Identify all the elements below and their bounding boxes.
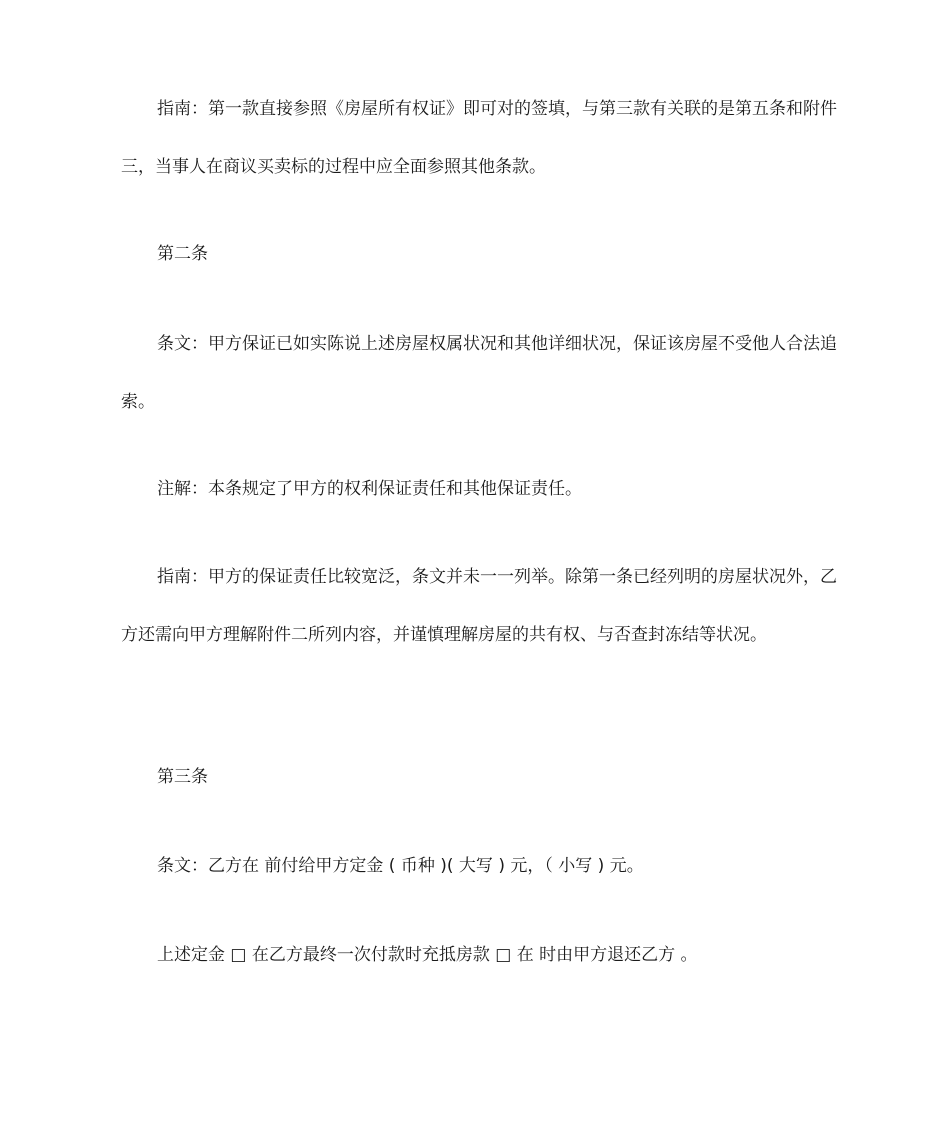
article-3-deposit: 上述定金 □ 在乙方最终一次付款时充抵房款 □ 在 时由甲方退还乙方 。	[157, 945, 698, 965]
article-2-heading: 第二条	[157, 244, 208, 264]
guide-paragraph-1: 指南：第一款直接参照《房屋所有权证》即可对的签填，与第三款有关联的是第五条和附件三，当事人在商议买卖标的过程中应全面参照其他条款。	[121, 99, 837, 177]
article-2-note: 注解：本条规定了甲方的权利保证责任和其他保证责任。	[157, 479, 582, 499]
article-2-guide: 指南：甲方的保证责任比较宽泛，条文并未一一列举。除第一条已经列明的房屋状况外，乙方还需向甲方理解附件二所列内容，并谨慎理解房屋的共有权、与否查封冻结等状况。	[121, 567, 837, 645]
article-3-heading: 第三条	[157, 767, 208, 787]
article-2-text: 条文：甲方保证已如实陈说上述房屋权属状况和其他详细状况，保证该房屋不受他人合法追索。	[121, 334, 837, 412]
article-3-text: 条文：乙方在 前付给甲方定金 ( 币种 )( 大写 ) 元，（ 小写 ) 元。	[157, 856, 644, 876]
